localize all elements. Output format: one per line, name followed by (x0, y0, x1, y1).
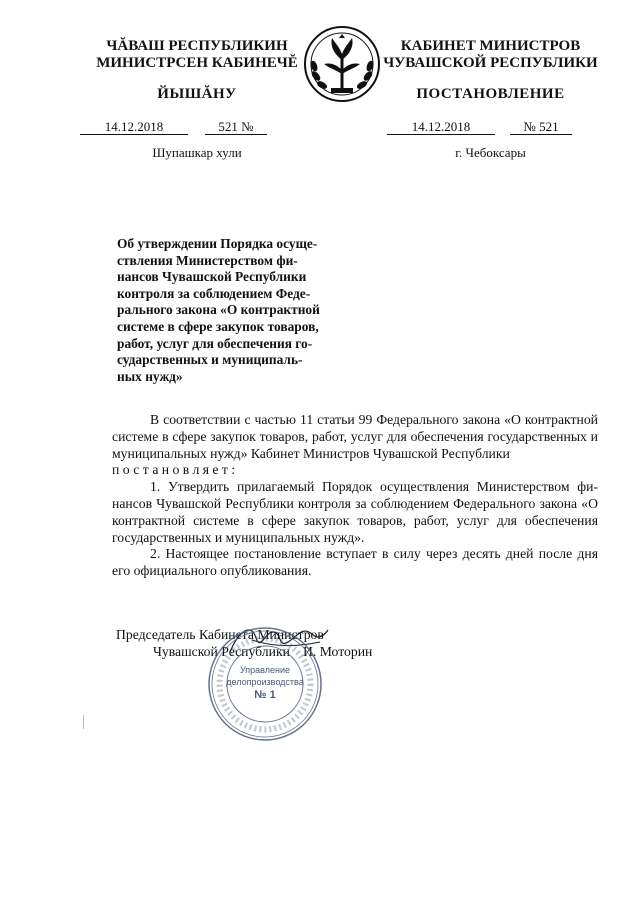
stamp-text-3: № 1 (254, 689, 276, 701)
left-date: 14.12.2018 (80, 119, 188, 135)
left-number-field (205, 119, 267, 135)
subject-line: сударственных и муниципаль- (117, 352, 303, 368)
subject-line: ных нужд» (117, 368, 183, 384)
subject-line: контроля за соблюдением Феде- (117, 285, 311, 301)
right-number: № 521 (510, 119, 572, 135)
subject-line: рального закона «О контрактной (117, 302, 320, 318)
left-date-field (80, 119, 188, 135)
header-right (383, 38, 598, 72)
header-right-line1: КАБИНЕТ МИНИСТРОВ (400, 38, 581, 54)
subject-line: нансов Чувашской Республики (117, 269, 307, 285)
header-left-line2: МИНИСТРСЕН КАБИНЕЧĔ (96, 55, 298, 71)
signature-position-line1: Председатель Кабинета Министров (116, 627, 324, 642)
header-right-line2: ЧУВАШСКОЙ РЕСПУБЛИКИ (383, 55, 598, 71)
header-left-title: ЙЫШĂНУ (157, 86, 237, 102)
right-city: г. Чебоксары (455, 145, 526, 160)
document-subject (117, 236, 327, 385)
header-right-title: ПОСТАНОВЛЕНИЕ (416, 86, 565, 102)
subject-line: Об утверждении Порядка осуще- (117, 236, 318, 251)
signature-position-line2: Чувашской Республики (153, 644, 290, 659)
subject-line: ствления Министерством фи- (117, 252, 298, 268)
document-body (112, 412, 598, 580)
header-left-line1: ЧĂВАШ РЕСПУБЛИКИН (106, 38, 288, 54)
subject-line: системе в сфере закупок товаров, (117, 318, 319, 334)
coat-of-arms-emblem (302, 24, 382, 104)
body-item-2: 2. Настоящее постановление вступает в силу через десять дней после дня его официального опубликования. (112, 546, 598, 579)
body-item-1: 1. Утвердить прилагаемый Порядок осуществления Министерством финансов Чувашской Республики контроля за соблюдением Федерального закона «О контрактной системе в сфере закупок товаров, работ, услуг для обеспечения государственных и муниципальных нужд». (112, 479, 598, 545)
left-city: Шупашкар хули (152, 145, 242, 160)
decree-word: постановляет: (112, 462, 239, 478)
right-number-field (510, 119, 572, 135)
body-intro: В соответствии с частью 11 статьи 99 Федерального закона «О контрактной системе в сфере закупок товаров, работ, услуг для обеспечения государственных и муниципальных нужд» Кабинет Министров Чувашской Республики (112, 412, 598, 461)
header-left (92, 38, 302, 72)
stamp-text-2: делопроизводства (226, 677, 304, 687)
signer-name: И. Моторин (303, 644, 373, 659)
left-number: 521 № (205, 119, 267, 135)
official-stamp (206, 625, 324, 743)
right-date-field (387, 119, 495, 135)
stamp-text-1: Управление (239, 665, 291, 675)
right-date: 14.12.2018 (387, 119, 495, 135)
margin-mark (83, 715, 84, 729)
subject-line: работ, услуг для обеспечения го- (117, 335, 313, 351)
